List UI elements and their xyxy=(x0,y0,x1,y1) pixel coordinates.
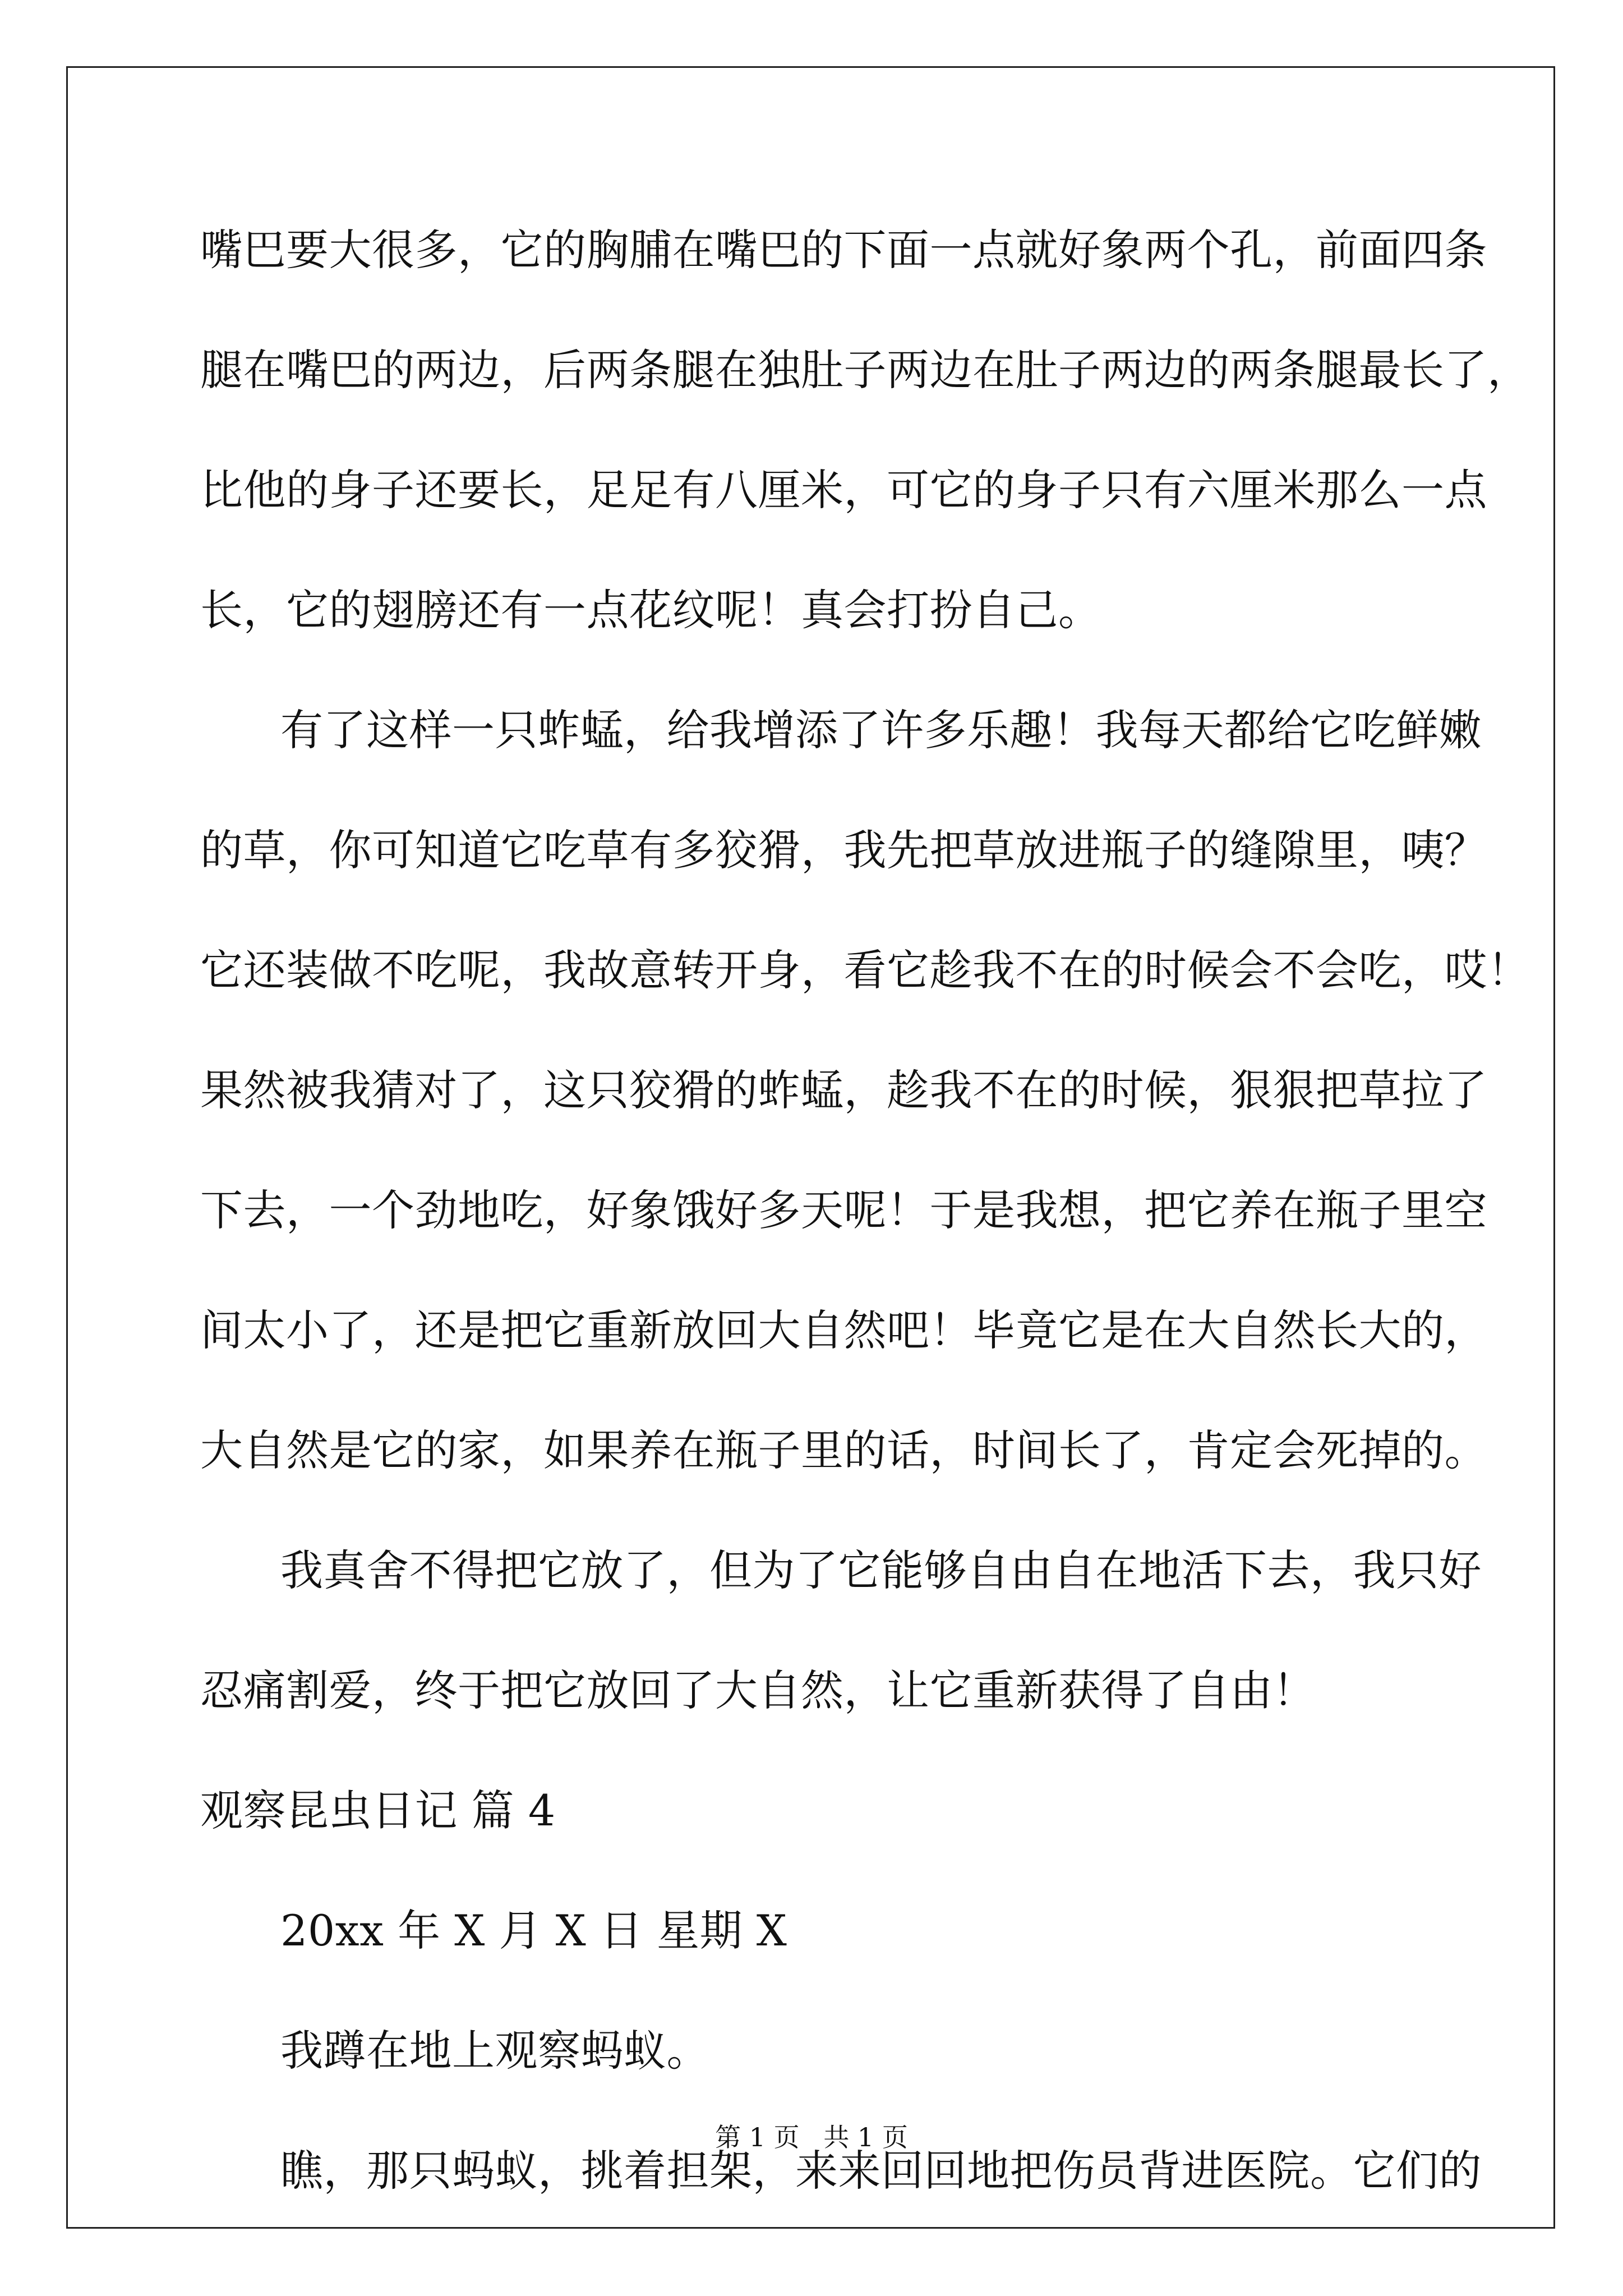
page-footer xyxy=(0,2120,1623,2154)
text-line-13: 忍痛割爱，终于把它放回了大自然，让它重新获得了自由！ xyxy=(200,1665,1316,1715)
page-total: 共 1 页 xyxy=(823,2122,908,2152)
text-line-2: 腿在嘴巴的两边，后两条腿在独肚子两边在肚子两边的两条腿最长了， xyxy=(200,345,1530,395)
text-line-16: 我蹲在地上观察蚂蚁。 xyxy=(280,2026,709,2076)
text-line-1: 嘴巴要大很多，它的胸脯在嘴巴的下面一点就好象两个孔，前面四条 xyxy=(200,225,1487,275)
text-line-4: 长，它的翅膀还有一点花纹呢！真会打扮自己。 xyxy=(200,585,1101,635)
text-line-5: 有了这样一只蚱蜢，给我增添了许多乐趣！我每天都给它吃鲜嫩 xyxy=(280,705,1482,755)
text-line-9: 下去，一个劲地吃，好象饿好多天呢！于是我想，把它养在瓶子里空 xyxy=(200,1185,1487,1235)
text-line-10: 间太小了，还是把它重新放回大自然吧！毕竟它是在大自然长大的， xyxy=(200,1305,1487,1355)
text-line-3: 比他的身子还要长，足足有八厘米，可它的身子只有六厘米那么一点 xyxy=(200,465,1487,515)
section-heading: 观察昆虫日记 篇 4 xyxy=(200,1786,556,1835)
text-line-12: 我真舍不得把它放了，但为了它能够自由自在地活下去，我只好 xyxy=(280,1545,1482,1595)
diary-date-line: 20xx 年 X 月 X 日 星期 X xyxy=(280,1906,787,1955)
page-number: 第 1 页 xyxy=(715,2122,800,2152)
text-line-6: 的草，你可知道它吃草有多狡猾，我先把草放进瓶子的缝隙里，咦？ xyxy=(200,825,1487,875)
text-line-17: 瞧，那只蚂蚁，挑着担架，来来回回地把伤员背进医院。它们的 xyxy=(280,2146,1482,2196)
text-line-8: 果然被我猜对了，这只狡猾的蚱蜢，趁我不在的时候，狠狠把草拉了 xyxy=(200,1065,1487,1115)
text-line-11: 大自然是它的家，如果养在瓶子里的话，时间长了，肯定会死掉的。 xyxy=(200,1425,1487,1475)
text-line-7: 它还装做不吃呢，我故意转开身，看它趁我不在的时候会不会吃，哎！ xyxy=(200,945,1530,995)
